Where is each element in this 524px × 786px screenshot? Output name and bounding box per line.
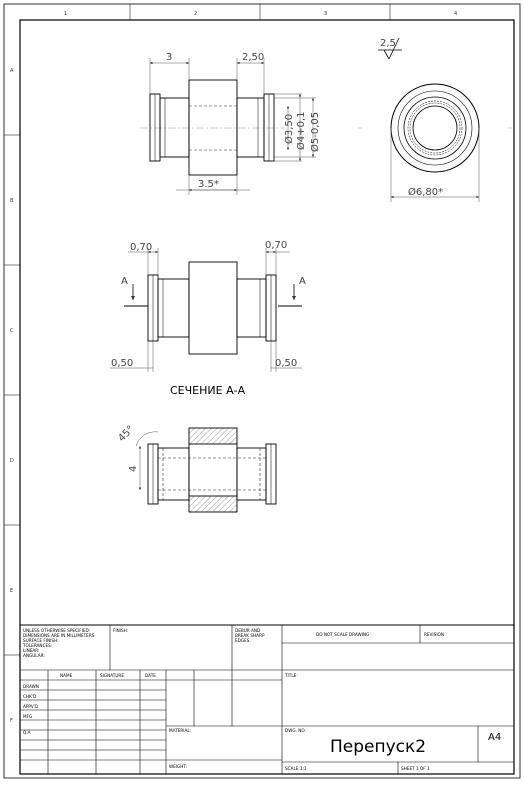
deburr-line-1: DEBUR AND — [235, 628, 261, 633]
revision-label: REVISION — [424, 632, 444, 637]
col-signature: SIGNATURE — [100, 673, 124, 678]
col-name: NAME — [60, 673, 73, 678]
title-block-text — [22, 628, 501, 771]
zone-left-d: D — [10, 458, 14, 464]
dim-wall-left: 0,50 — [111, 358, 134, 369]
sheet-label: SHEET 1 OF 1 — [401, 766, 430, 771]
zone-markers — [10, 11, 457, 724]
dim-diameter-outer: Ø5-0,05 — [310, 111, 321, 152]
dim-groove-left: 0,70 — [130, 242, 153, 253]
dim-flange-diameter: Ø6,80* — [408, 187, 444, 198]
dim-groove-right: 0,70 — [265, 240, 288, 251]
roughness-value: 2,5 — [380, 38, 396, 49]
dim-chamfer-depth: 4 — [128, 465, 139, 472]
zone-top-4: 4 — [454, 11, 458, 17]
deburr-line-2: BREAK SHARP — [235, 633, 265, 638]
dim-wall-right: 0,50 — [275, 358, 298, 369]
dim-right-length: 2,50 — [242, 52, 265, 63]
section-view-dimensions — [110, 248, 302, 372]
dim-left-length: 3 — [166, 52, 173, 63]
title-block — [20, 625, 514, 774]
row-qa: Q.A — [23, 730, 31, 735]
row-drawn: DRAWN — [23, 684, 39, 689]
note-line-6: ANGULAR: — [23, 653, 45, 658]
drawing-title: Перепуск2 — [330, 737, 427, 757]
section-caption: СЕЧЕНИЕ А-А — [170, 384, 246, 397]
title-label: TITLE: — [285, 673, 298, 678]
note-line-2: DIMENSIONS ARE IN MILLIMETERS — [23, 633, 95, 638]
row-checked: CHK'D — [23, 694, 37, 699]
detail-view-dimensions — [136, 432, 158, 490]
zone-left-e: E — [10, 588, 14, 594]
zone-top-3: 3 — [324, 11, 328, 17]
scale-label: SCALE:1:1 — [285, 766, 307, 771]
no-scale-note: DO NOT SCALE DRAWING — [316, 632, 370, 637]
finish-label: FINISH: — [113, 628, 129, 633]
sheet-size: A4 — [488, 732, 502, 743]
side-view — [358, 84, 512, 202]
dim-mid-length: 3.5* — [198, 179, 219, 190]
row-approved: APPV'D — [23, 704, 39, 709]
section-arrow-label-right: A — [299, 276, 306, 287]
dwg-no-label: DWG. NO. — [285, 728, 306, 733]
row-mfg: MFG — [23, 714, 33, 719]
section-arrow-label-left: A — [121, 276, 128, 287]
zone-left-b: B — [10, 198, 14, 204]
col-date: DATE — [145, 673, 156, 678]
front-view — [140, 80, 285, 175]
section-view-dim-labels — [111, 240, 297, 369]
section-view — [124, 262, 302, 354]
dim-chamfer-angle: 45° — [116, 423, 137, 445]
zone-top-1: 1 — [64, 11, 68, 17]
note-line-5: LINEAR: — [23, 648, 40, 653]
section-arrows — [133, 284, 294, 300]
material-label: MATERIAL: — [169, 728, 192, 733]
zone-left-f: F — [10, 718, 13, 724]
detail-view — [148, 428, 276, 512]
zone-left-a: A — [10, 68, 14, 74]
dim-diameter-bore: Ø4+0,1 — [296, 111, 307, 150]
zone-left-c: C — [10, 328, 14, 334]
deburr-line-3: EDGES — [235, 638, 250, 643]
weight-label: WEIGHT: — [169, 764, 187, 769]
note-line-4: TOLERANCES: — [23, 643, 53, 648]
sheet-frame — [4, 4, 520, 778]
dim-diameter-inner: Ø3,50 — [284, 113, 295, 144]
note-line-3: SURFACE FINISH: — [23, 638, 59, 643]
zone-top-2: 2 — [194, 11, 198, 17]
note-line-1: UNLESS OTHERWISE SPECIFIED: — [23, 628, 91, 633]
